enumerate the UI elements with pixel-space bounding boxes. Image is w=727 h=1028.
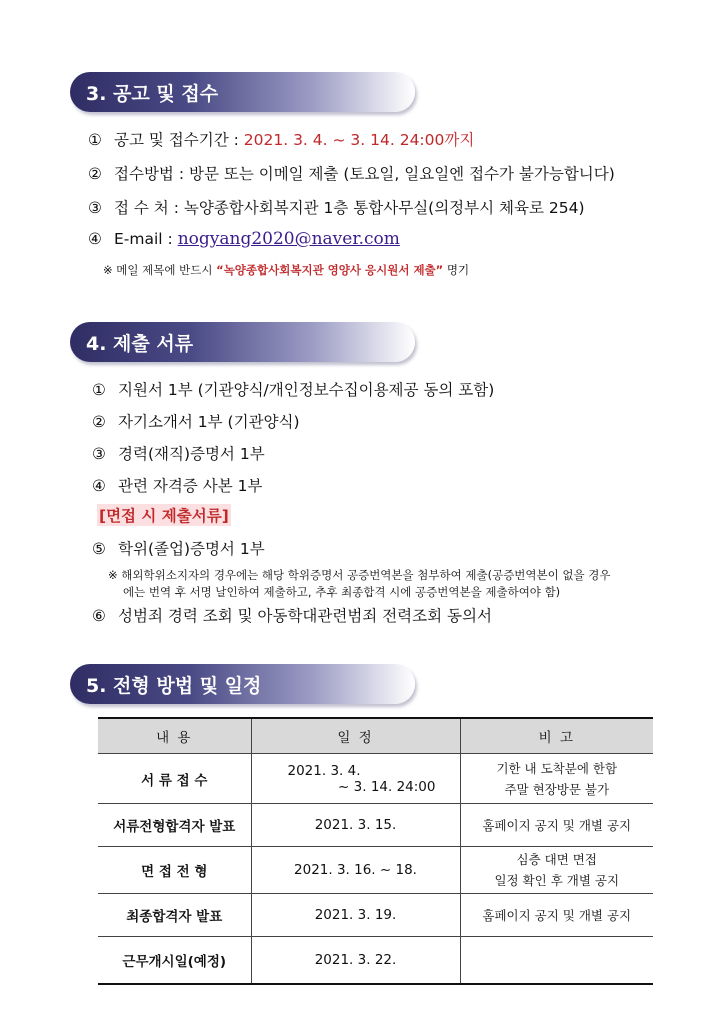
s3-item-2: ② 접수방법 : 방문 또는 이메일 제출 (토요일, 일요일엔 접수가 불가능합니다) [88,165,615,183]
section-header-5: 5. 전형 방법 및 일정 [70,664,415,704]
s3-note: ※ 메일 제목에 반드시 “녹양종합사회복지관 영양사 응시원서 제출” 명기 [103,263,470,277]
interview-docs-label: [면접 시 제출서류] [97,504,231,526]
schedule-table [98,717,653,985]
s3-item-4: ④ E-mail : nogyang2020@naver.com [88,229,400,249]
table-row: 면 접 전 형 2021. 3. 16. ~ 18. 심층 대면 면접 일정 확인 후 개별 공지 [98,847,653,894]
table-row: 서류전형합격자 발표 2021. 3. 15. 홈페이지 공지 및 개별 공지 [98,804,653,847]
table-row: 근무개시일(예정) 2021. 3. 22. [98,937,653,985]
s3-item-1: ① 공고 및 접수기간 : 2021. 3. 4. ~ 3. 14. 24:00까지 [88,131,475,149]
header-content: 내 용 [98,718,251,754]
table-row: 최종합격자 발표 2021. 3. 19. 홈페이지 공지 및 개별 공지 [98,894,653,937]
header-schedule: 일 정 [251,718,460,754]
s4-item-5: ⑤ 학위(졸업)증명서 1부 [92,540,265,558]
s4-item-1: ① 지원서 1부 (기관양식/개인정보수집이용제공 동의 포함) [92,381,495,399]
section-header-4: 4. 제출 서류 [70,322,415,362]
s4-item-2: ② 자기소개서 1부 (기관양식) [92,413,300,431]
s4-item-6: ⑥ 성범죄 경력 조회 및 아동학대관련범죄 전력조회 동의서 [92,607,492,625]
s4-note-line-2: 에는 번역 후 서명 날인하여 제출하고, 추후 최종합격 시에 공증번역본을 제출하여야 함) [123,585,561,599]
s3-item-3: ③ 접 수 처 : 녹양종합사회복지관 1층 통합사무실(의정부시 체육로 254) [88,199,585,217]
s4-item-3: ③ 경력(재직)증명서 1부 [92,445,265,463]
s4-note-line-1: ※ 해외학위소지자의 경우에는 해당 학위증명서 공증번역본을 첨부하여 제출(공증번역본이 없을 경우 [108,568,611,582]
s4-item-4: ④ 관련 자격증 사본 1부 [92,477,263,495]
table-row: 서 류 접 수 2021. 3. 4. ~ 3. 14. 24:00 기한 내 도착분에 한함 주말 현장방문 불가 [98,754,653,804]
email-link[interactable]: nogyang2020@naver.com [177,229,400,249]
section-header-3: 3. 공고 및 접수 [70,72,415,112]
application-period: 2021. 3. 4. ~ 3. 14. 24:00까지 [243,131,475,149]
header-remarks: 비 고 [460,718,653,754]
